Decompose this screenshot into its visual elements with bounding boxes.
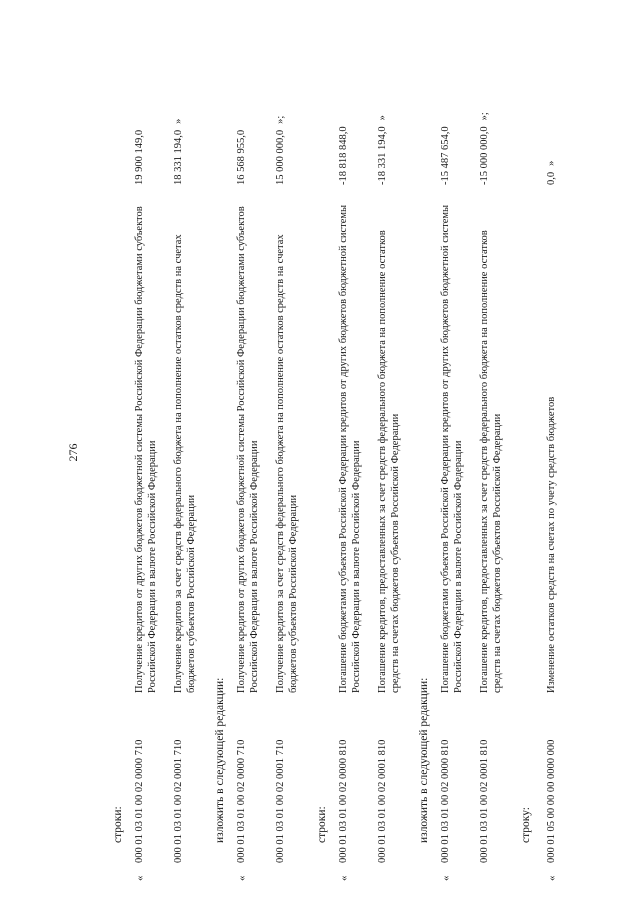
open-quote: «	[338, 875, 350, 881]
budget-code: 000 01 03 01 00 02 0001 710	[275, 739, 286, 863]
budget-code: 000 01 03 01 00 02 0001 810	[479, 739, 490, 863]
row-amount: 16 568 955,0	[236, 129, 247, 185]
section-label: строки:	[112, 806, 124, 843]
section-label: строки:	[316, 806, 328, 843]
table-row	[275, 95, 300, 895]
row-description: Погашение бюджетами субъектов Российской Федерации кредитов от других бюджетов бюджетной системы Российской Федерации в валюте Российской Федерации	[440, 204, 464, 693]
table-row	[440, 95, 465, 895]
open-quote: «	[546, 875, 558, 881]
open-quote: «	[236, 875, 248, 881]
budget-code: 000 01 05 00 00 00 0000 000	[546, 739, 557, 863]
page-number: 276	[66, 443, 80, 462]
row-description: Погашение бюджетами субъектов Российской Федерации кредитов от других бюджетов бюджетной системы Российской Федерации в валюте Российской Федерации	[338, 204, 362, 693]
row-description: Погашение кредитов, предоставленных за счет средств федерального бюджета на пополнение остатков средств на счетах бюджетов субъектов Российской Федерации	[377, 230, 401, 693]
table-row	[546, 95, 559, 895]
open-quote: «	[134, 875, 146, 881]
close-quote: »;	[275, 115, 286, 124]
table-row	[479, 95, 504, 895]
budget-code: 000 01 03 01 00 02 0000 810	[338, 739, 349, 863]
open-quote: «	[440, 875, 452, 881]
close-quote: »;	[479, 112, 490, 121]
row-description: Получение кредитов за счет средств федерального бюджета на пополнение остатков средств на счетах бюджетов субъектов Российской Федерации	[275, 234, 299, 693]
budget-code: 000 01 03 01 00 02 0001 710	[173, 739, 184, 863]
table-row	[338, 95, 363, 895]
row-description: Получение кредитов за счет средств федерального бюджета на пополнение остатков средств на счетах бюджетов субъектов Российской Федерации	[173, 234, 197, 693]
row-amount: -18 818 848,0	[338, 126, 349, 185]
close-quote: »	[546, 160, 557, 166]
table-row	[173, 95, 198, 895]
row-amount: -15 487 654,0	[440, 126, 451, 185]
section-label: изложить в следующей редакции:	[418, 677, 430, 843]
table-row	[134, 95, 159, 895]
table-row	[377, 95, 402, 895]
row-amount: -15 000 000,0»;	[479, 112, 490, 185]
budget-code: 000 01 03 01 00 02 0000 710	[236, 739, 247, 863]
close-quote: »	[173, 118, 184, 124]
row-amount: 15 000 000,0»;	[275, 115, 286, 185]
row-description: Получение кредитов от других бюджетов бюджетной системы Российской Федерации бюджетами субъектов Российской Федерации в валюте Российской Федерации	[134, 206, 158, 693]
row-amount: 0,0»	[546, 160, 557, 185]
row-description: Изменение остатков средств на счетах по учету средств бюджетов	[546, 396, 557, 693]
budget-code: 000 01 03 01 00 02 0000 810	[440, 739, 451, 863]
table-row	[236, 95, 261, 895]
section-label: изложить в следующей редакции:	[214, 677, 226, 843]
row-amount: 19 900 149,0	[134, 129, 145, 185]
close-quote: »	[377, 115, 388, 121]
row-amount: -18 331 194,0»	[377, 115, 388, 185]
amendment-table	[108, 95, 559, 895]
row-description: Получение кредитов от других бюджетов бюджетной системы Российской Федерации бюджетами субъектов Российской Федерации в валюте Российской Федерации	[236, 206, 260, 693]
section-label: строку:	[520, 807, 532, 843]
budget-code: 000 01 03 01 00 02 0001 810	[377, 739, 388, 863]
budget-code: 000 01 03 01 00 02 0000 710	[134, 739, 145, 863]
row-amount: 18 331 194,0»	[173, 118, 184, 185]
row-description: Погашение кредитов, предоставленных за счет средств федерального бюджета на пополнение остатков средств на счетах бюджетов субъектов Российской Федерации	[479, 230, 503, 693]
